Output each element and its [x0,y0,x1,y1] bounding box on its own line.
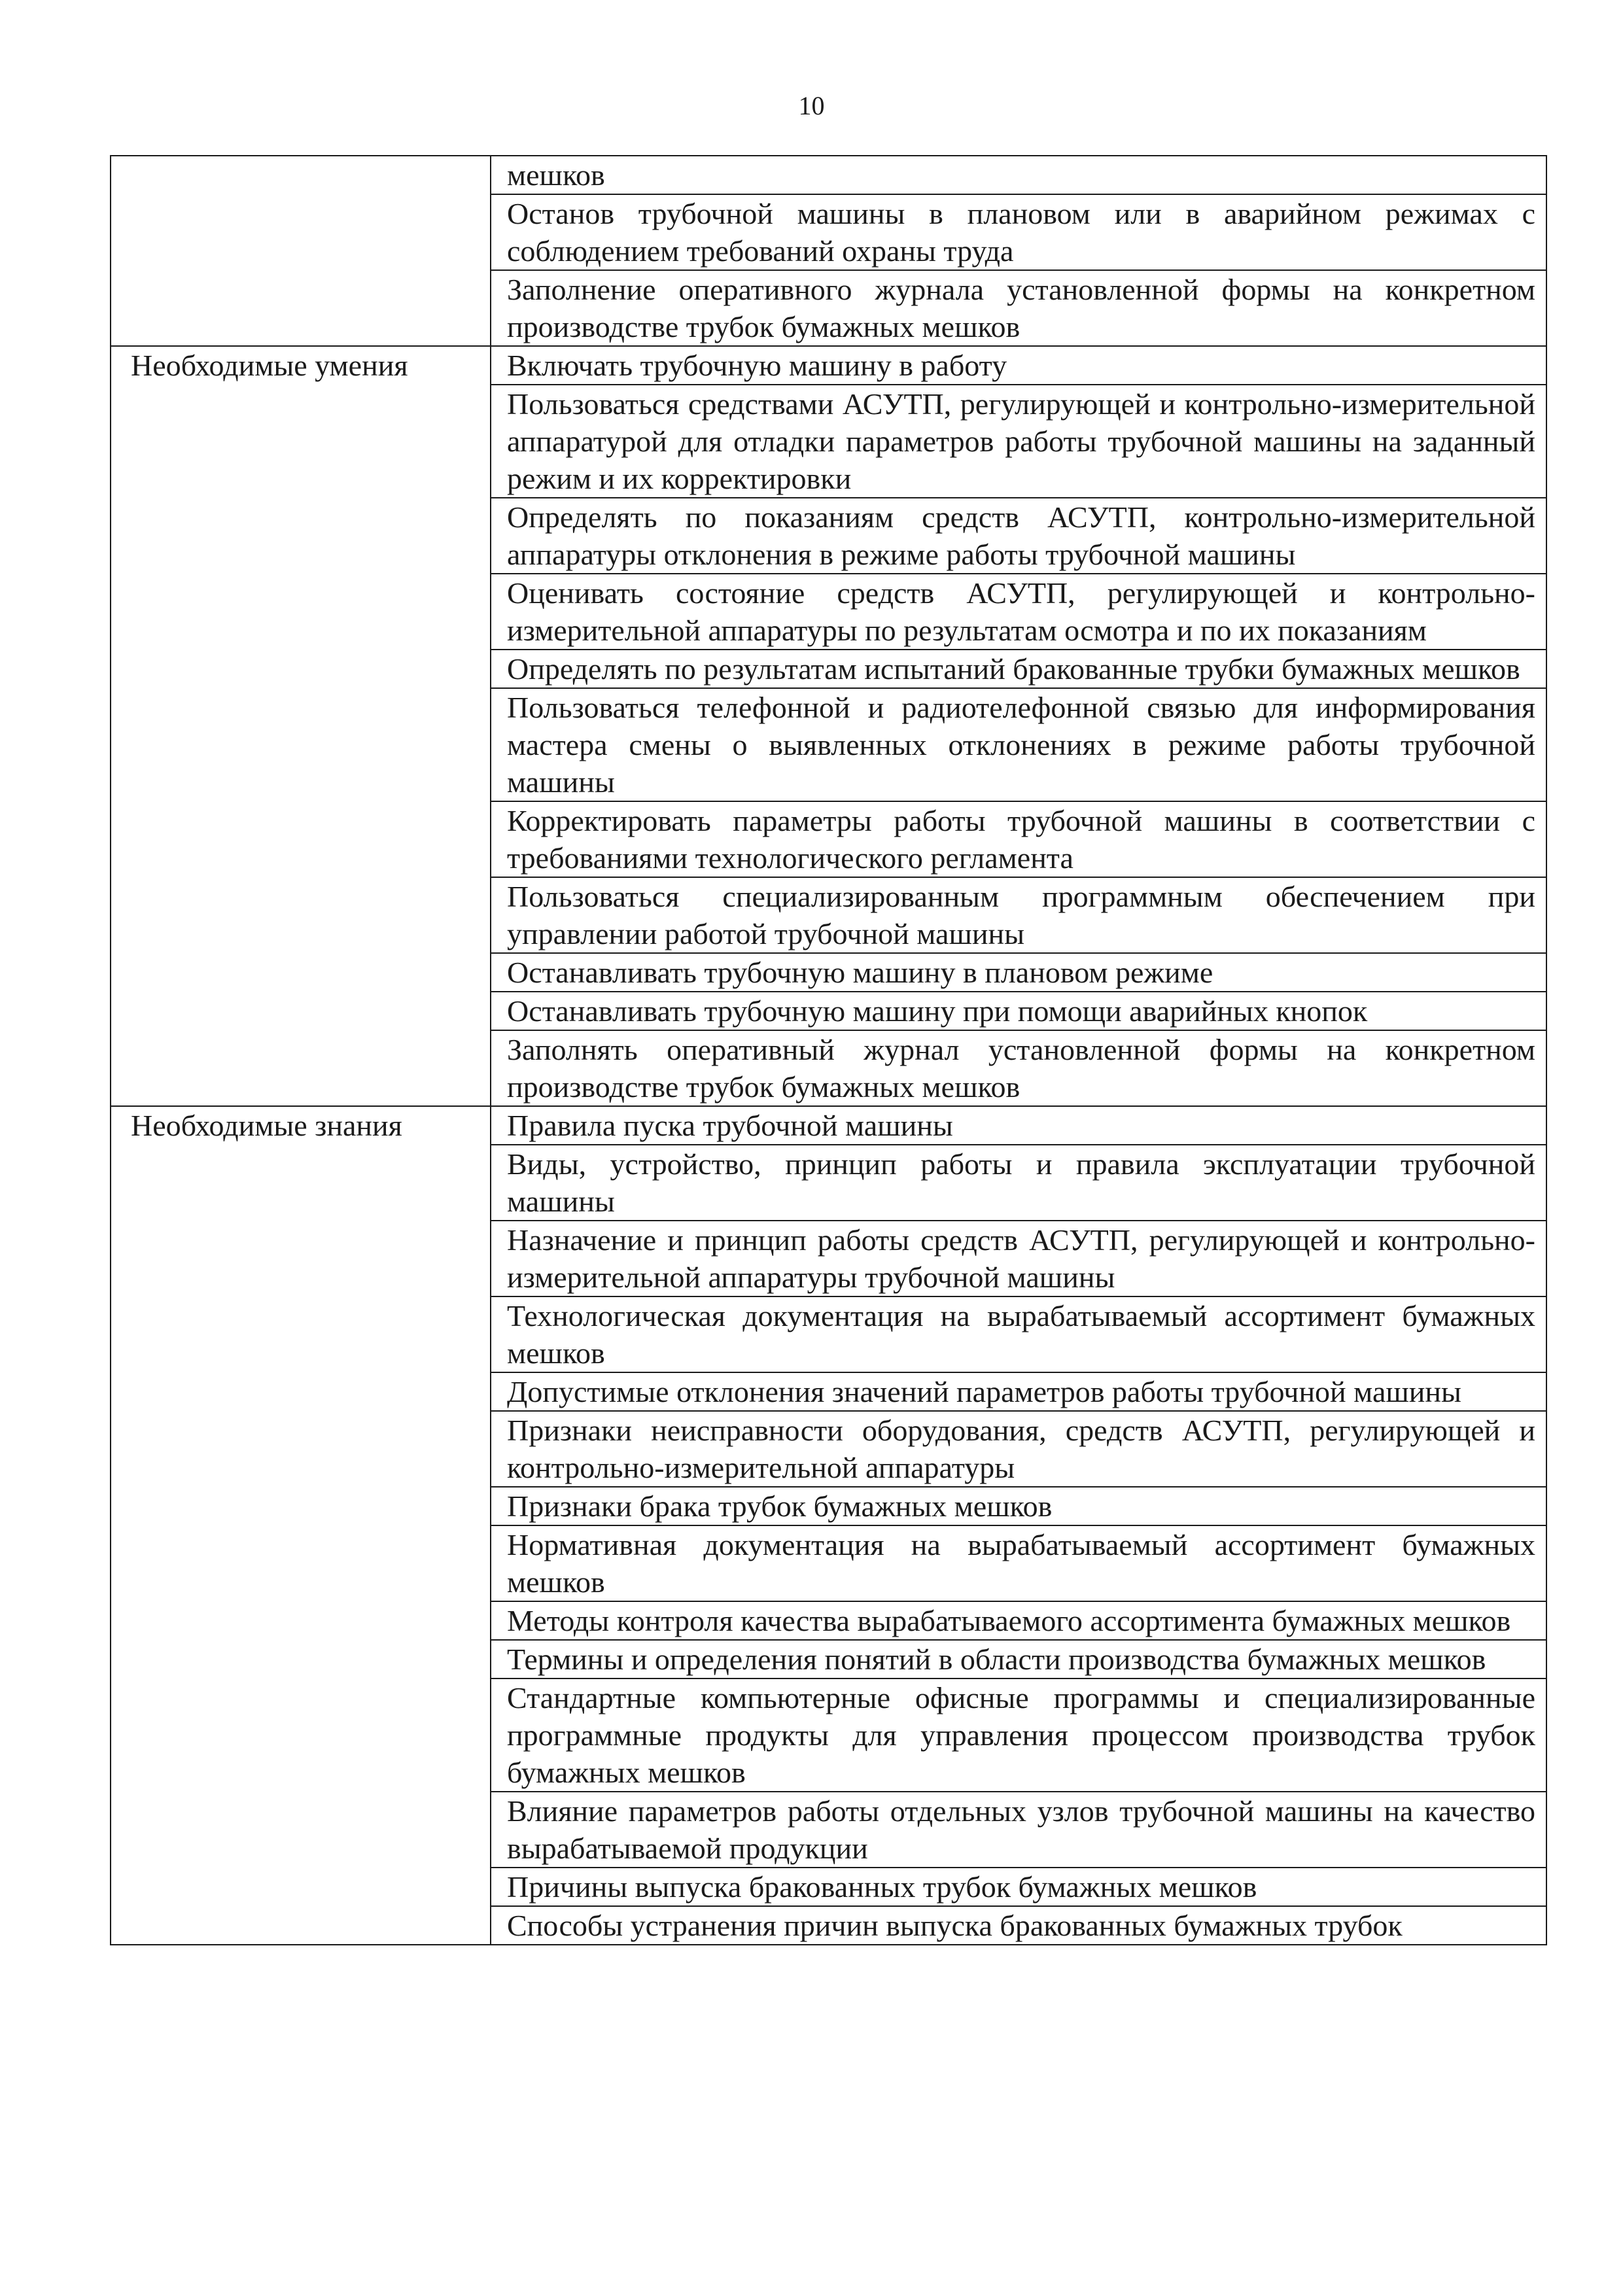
table-cell: Технологическая документация на вырабатываемый ассортимент бумажных мешков [491,1296,1546,1372]
section-label-knowledge: Необходимые знания [111,1106,491,1945]
table-cell: Корректировать параметры работы трубочной машины в соответствии с требованиями технологического регламента [491,801,1546,877]
table-cell: Определять по показаниям средств АСУТП, контрольно-измерительной аппаратуры отклонения в режиме работы трубочной машины [491,498,1546,574]
table-cell: Способы устранения причин выпуска бракованных бумажных трубок [491,1906,1546,1945]
table-cell: Причины выпуска бракованных трубок бумажных мешков [491,1868,1546,1906]
table-cell: Методы контроля качества вырабатываемого ассортимента бумажных мешков [491,1601,1546,1640]
table-row [111,346,1546,385]
requirements-table [110,155,1547,1945]
table-cell: Правила пуска трубочной машины [491,1106,1546,1145]
table-cell: Заполнение оперативного журнала установленной формы на конкретном производстве трубок бумажных мешков [491,270,1546,346]
table-cell: Термины и определения понятий в области производства бумажных мешков [491,1640,1546,1679]
table-cell: Виды, устройство, принцип работы и правила эксплуатации трубочной машины [491,1145,1546,1221]
table-cell: мешков [491,156,1546,194]
table-cell: Стандартные компьютерные офисные программы и специализированные программные продукты для управления процессом производства трубок бумажных мешков [491,1679,1546,1792]
table-cell: Пользоваться телефонной и радиотелефонной связью для информирования мастера смены о выявленных отклонениях в режиме работы трубочной машины [491,688,1546,801]
table-cell: Допустимые отклонения значений параметров работы трубочной машины [491,1372,1546,1411]
page-number: 10 [798,91,825,120]
table-cell: Назначение и принцип работы средств АСУТП, регулирующей и контрольно-измерительной аппаратуры трубочной машины [491,1221,1546,1296]
table-cell: Пользоваться средствами АСУТП, регулирующей и контрольно-измерительной аппаратурой для отладки параметров работы трубочной машины на заданный режим и их корректировки [491,385,1546,498]
table-cell: Признаки неисправности оборудования, средств АСУТП, регулирующей и контрольно-измерительной аппаратуры [491,1411,1546,1487]
table-cell: Влияние параметров работы отдельных узлов трубочной машины на качество вырабатываемой продукции [491,1792,1546,1868]
table-cell: Останов трубочной машины в плановом или в аварийном режимах с соблюдением требований охраны труда [491,194,1546,270]
section-label-skills: Необходимые умения [111,346,491,1106]
table-cell: Останавливать трубочную машину при помощи аварийных кнопок [491,992,1546,1030]
table-row [111,156,1546,194]
table-cell: Признаки брака трубок бумажных мешков [491,1487,1546,1525]
table-cell: Включать трубочную машину в работу [491,346,1546,385]
table-cell: Пользоваться специализированным программным обеспечением при управлении работой трубочной машины [491,877,1546,953]
table-cell: Оценивать состояние средств АСУТП, регулирующей и контрольно-измерительной аппаратуры по результатам осмотра и по их показаниям [491,574,1546,650]
table-cell: Определять по результатам испытаний бракованные трубки бумажных мешков [491,650,1546,688]
table-cell: Останавливать трубочную машину в плановом режиме [491,953,1546,992]
table-cell: Нормативная документация на вырабатываемый ассортимент бумажных мешков [491,1525,1546,1601]
table-row [111,1106,1546,1145]
table-cell: Заполнять оперативный журнал установленной формы на конкретном производстве трубок бумажных мешков [491,1030,1546,1106]
section-label-empty [111,156,491,346]
